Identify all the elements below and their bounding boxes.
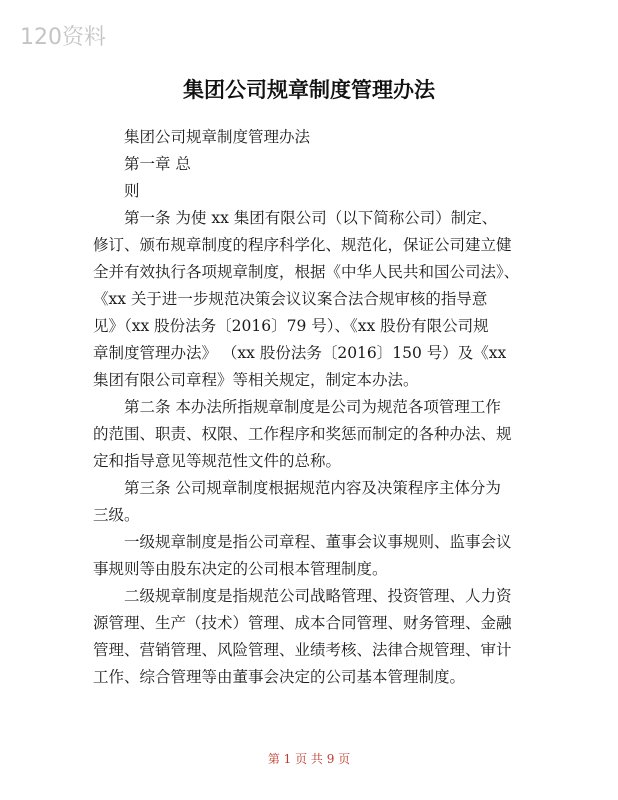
body-line: 全并有效执行各项规章制度，根据《中华人民共和国公司法》、 (93, 263, 520, 281)
body-line: 二级规章制度是指规范公司战略管理、投资管理、人力资 (124, 587, 512, 605)
body-line: 的范围、职责、权限、工作程序和奖惩而制定的各种办法、规 (93, 425, 512, 443)
body-line: 修订、颁布规章制度的程序科学化、规范化，保证公司建立健 (93, 236, 512, 254)
document-body (93, 124, 525, 691)
body-line: 工作、综合管理等由董事会决定的公司基本管理制度。 (93, 668, 466, 686)
body-line: 源管理、生产（技术）管理、成本合同管理、财务管理、金融 (93, 614, 512, 632)
body-line: 第三条 公司规章制度根据规范内容及决策程序主体分为 (124, 479, 501, 497)
document-title: 集团公司规章制度管理办法 (183, 78, 435, 102)
watermark-logo: 120资料 (20, 25, 106, 50)
body-line: 则 (124, 182, 140, 200)
body-line: 事规则等由股东决定的公司根本管理制度。 (93, 560, 388, 578)
body-line: 第一条 为使 xx 集团有限公司（以下简称公司）制定、 (124, 209, 498, 227)
body-line: 章制度管理办法》 （xx 股份法务〔2016〕150 号）及《xx (93, 344, 507, 362)
body-line: 第二条 本办法所指规章制度是公司为规范各项管理工作 (124, 398, 501, 416)
body-line: 集团公司规章制度管理办法 (124, 128, 311, 146)
body-line: 集团有限公司章程》等相关规定，制定本办法。 (93, 371, 419, 389)
page-number-footer: 第 1 页 共 9 页 (267, 752, 351, 766)
body-line: 定和指导意见等规范性文件的总称。 (93, 452, 342, 470)
body-line: 一级规章制度是指公司章程、董事会议事规则、监事会议 (124, 533, 512, 551)
body-line: 第一章 总 (124, 155, 191, 173)
body-line: 见》（xx 股份法务〔2016〕79 号）、《xx 股份有限公司规 (93, 317, 489, 335)
body-line: 《xx 关于进一步规范决策会议议案合法合规审核的指导意 (93, 290, 488, 308)
body-line: 管理、营销管理、风险管理、业绩考核、法律合规管理、审计 (93, 641, 512, 659)
body-line: 三级。 (93, 506, 140, 524)
